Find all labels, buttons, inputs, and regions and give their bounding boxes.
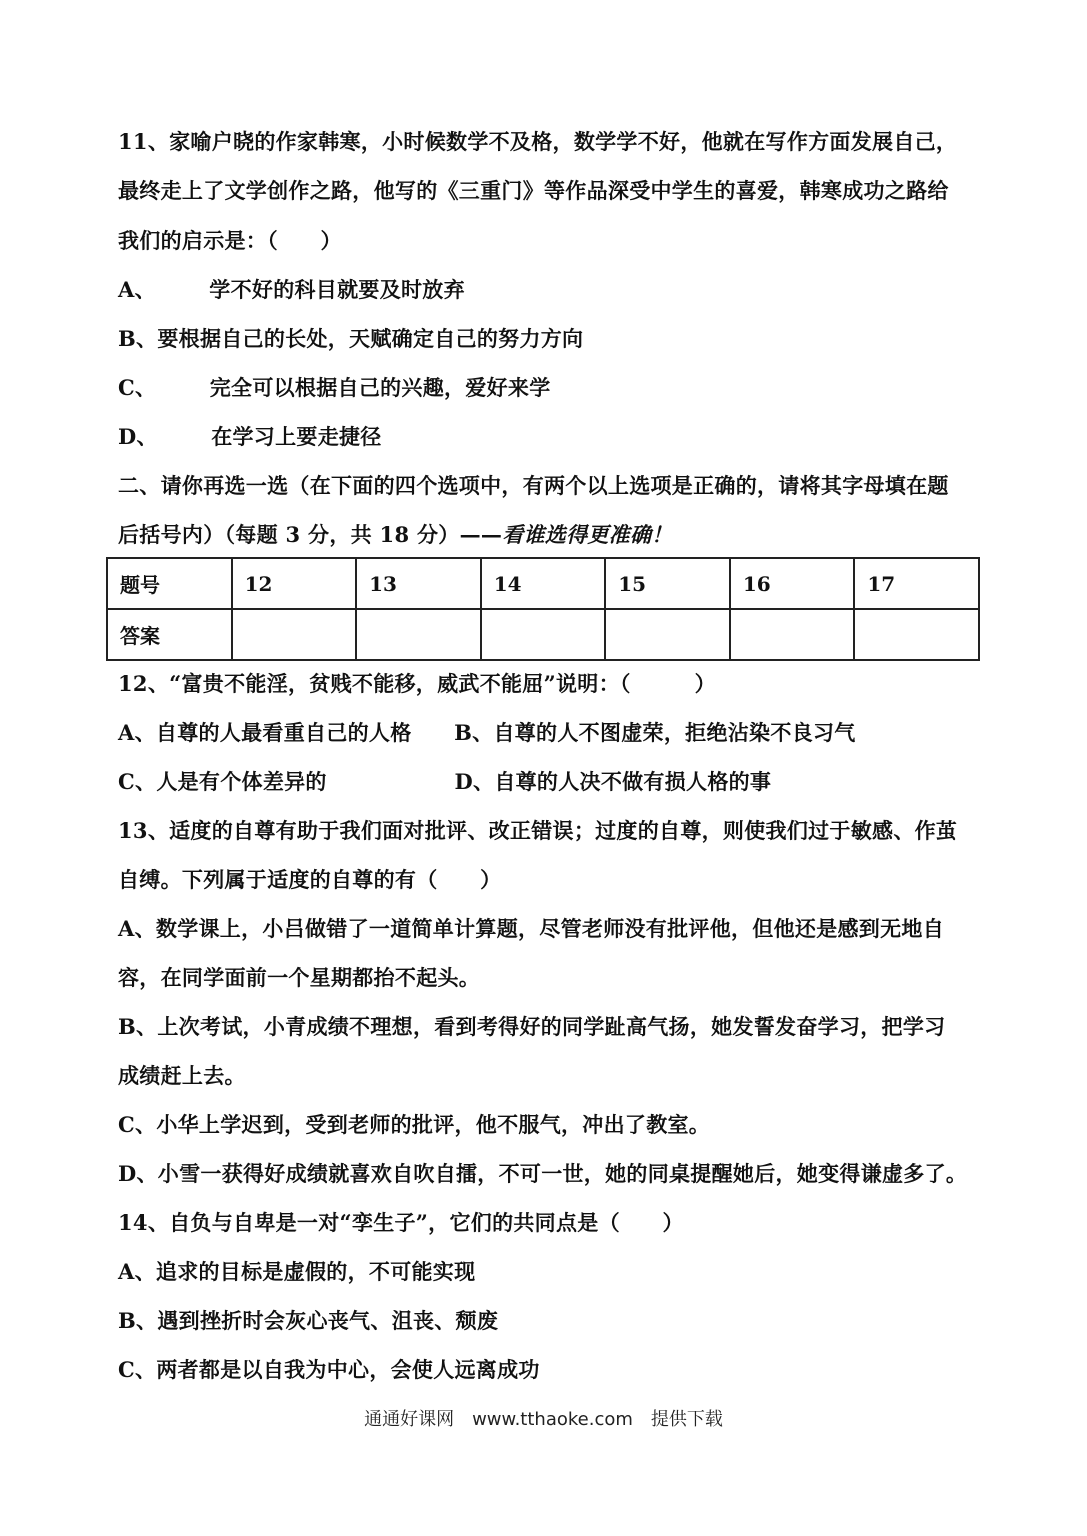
answer-cell-q16[interactable] xyxy=(730,609,855,660)
q14-option-c: C、两者都是以自我为中心，会使人远离成功 xyxy=(118,1357,540,1382)
table-cell-q13: 13 xyxy=(356,558,481,609)
q12-stem: 12、“富贵不能淫，贫贱不能移，威武不能屈”说明：（ ） xyxy=(118,671,716,696)
answer-cell-q13[interactable] xyxy=(356,609,481,660)
answer-cell-q15[interactable] xyxy=(605,609,730,660)
q11-option-d: D、 在学习上要走捷径 xyxy=(118,424,382,449)
answer-table xyxy=(106,557,980,661)
q11-stem-line2: 最终走上了文学创作之路，他写的《三重门》等作品深受中学生的喜爱，韩寒成功之路给 xyxy=(118,178,949,203)
section2-heading-line1: 二、请你再选一选（在下面的四个选项中，有两个以上选项是正确的，请将其字母填在题 xyxy=(118,473,949,498)
q14-stem: 14、自负与自卑是一对“孪生子”，它们的共同点是（ ） xyxy=(118,1210,684,1235)
q13-option-c: C、小华上学迟到，受到老师的批评，他不服气，冲出了教室。 xyxy=(118,1112,711,1137)
table-cell-label: 题号 xyxy=(107,558,232,609)
section2-heading-text: 后括号内）（每题 3 分，共 18 分）—— xyxy=(118,522,503,547)
q13-option-b-line1: B、上次考试，小青成绩不理想，看到考得好的同学趾高气扬，她发誓发奋学习，把学习 xyxy=(118,1014,946,1039)
q14-option-b: B、遇到挫折时会灰心丧气、沮丧、颓废 xyxy=(118,1308,499,1333)
table-cell-q15: 15 xyxy=(605,558,730,609)
q13-stem-line2: 自缚。下列属于适度的自尊的有（ ） xyxy=(118,867,502,892)
q13-option-a-line1: A、数学课上，小吕做错了一道简单计算题，尽管老师没有批评他，但他还是感到无地自 xyxy=(118,916,944,941)
section2-heading-slogan: 看谁选得更准确！ xyxy=(502,522,673,547)
table-cell-answer-label: 答案 xyxy=(107,609,232,660)
table-cell-q17: 17 xyxy=(854,558,979,609)
q13-option-d: D、小雪一获得好成绩就喜欢自吹自擂，不可一世，她的同桌提醒她后，她变得谦虚多了。 xyxy=(118,1161,968,1186)
answer-table-answer-row xyxy=(107,609,979,660)
q11-stem-line3: 我们的启示是：（ ） xyxy=(118,228,342,253)
q13-option-b-line2: 成绩赶上去。 xyxy=(118,1063,246,1088)
section2-heading-line2 xyxy=(118,521,978,549)
answer-cell-q14[interactable] xyxy=(481,609,606,660)
q11-stem-line1: 11、家喻户晓的作家韩寒，小时候数学不及格，数学学不好，他就在写作方面发展自己， xyxy=(118,129,958,154)
q11-option-c: C、 完全可以根据自己的兴趣，爱好来学 xyxy=(118,375,551,400)
q14-option-a: A、追求的目标是虚假的，不可能实现 xyxy=(118,1259,476,1284)
table-cell-q12: 12 xyxy=(232,558,357,609)
table-cell-q14: 14 xyxy=(481,558,606,609)
answer-cell-q17[interactable] xyxy=(854,609,979,660)
q13-option-a-line2: 容，在同学面前一个星期都抬不起头。 xyxy=(118,965,481,990)
answer-table-header-row xyxy=(107,558,979,609)
q13-stem-line1: 13、适度的自尊有助于我们面对批评、改正错误；过度的自尊，则使我们过于敏感、作茧 xyxy=(118,818,958,843)
answer-cell-q12[interactable] xyxy=(232,609,357,660)
q12-options-cd: C、人是有个体差异的 D、自尊的人决不做有损人格的事 xyxy=(118,769,772,794)
table-cell-q16: 16 xyxy=(730,558,855,609)
page-footer: 通通好课网 www.tthaoke.com 提供下载 xyxy=(364,1409,723,1430)
q11-option-a: A、 学不好的科目就要及时放弃 xyxy=(118,277,465,302)
q11-option-b: B、要根据自己的长处，天赋确定自己的努力方向 xyxy=(118,326,584,351)
q12-options-ab: A、自尊的人最看重自己的人格 B、自尊的人不图虚荣，拒绝沾染不良习气 xyxy=(118,720,856,745)
